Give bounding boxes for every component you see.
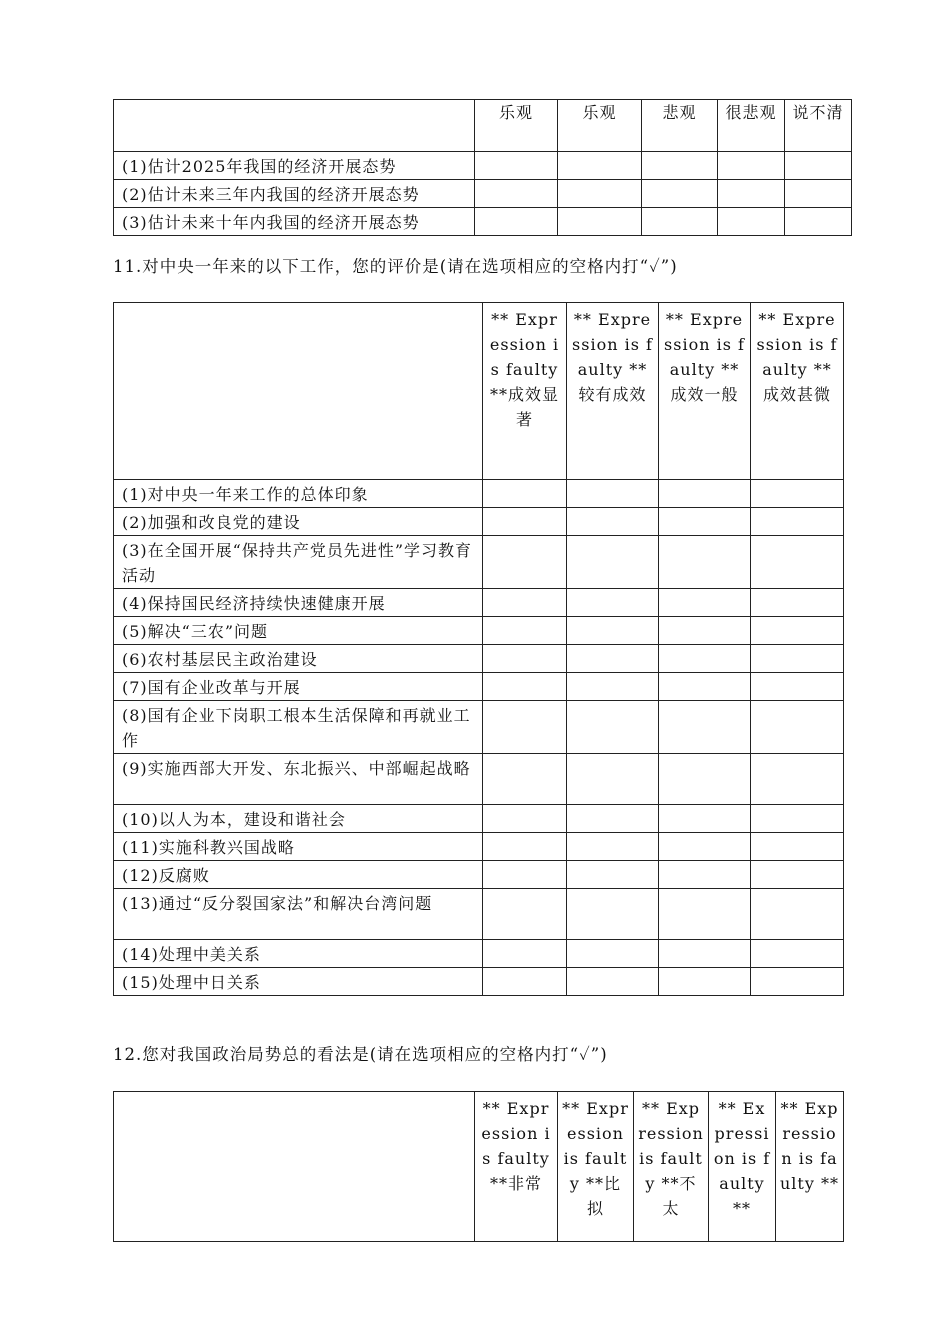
checkbox-cell[interactable] [483, 833, 567, 861]
header-cell: 悲观 [642, 100, 718, 152]
checkbox-cell[interactable] [483, 536, 567, 589]
checkbox-cell[interactable] [558, 152, 642, 180]
checkbox-cell[interactable] [558, 180, 642, 208]
checkbox-cell[interactable] [751, 480, 844, 508]
table-row [114, 208, 852, 236]
checkbox-cell[interactable] [567, 589, 659, 617]
checkbox-cell[interactable] [751, 754, 844, 805]
central-work-evaluation-table [113, 302, 844, 996]
table-row [114, 968, 844, 996]
checkbox-cell[interactable] [475, 180, 558, 208]
table-row [114, 152, 852, 180]
header-cell: 说不清 [785, 100, 852, 152]
row-label: (4)保持国民经济持续快速健康开展 [114, 589, 483, 617]
table-row [114, 536, 844, 589]
row-label: (2)加强和改良党的建设 [114, 508, 483, 536]
checkbox-cell[interactable] [659, 861, 751, 889]
checkbox-cell[interactable] [567, 754, 659, 805]
checkbox-cell[interactable] [785, 152, 852, 180]
checkbox-cell[interactable] [659, 940, 751, 968]
checkbox-cell[interactable] [751, 833, 844, 861]
checkbox-cell[interactable] [567, 480, 659, 508]
checkbox-cell[interactable] [567, 701, 659, 754]
checkbox-cell[interactable] [659, 480, 751, 508]
checkbox-cell[interactable] [659, 508, 751, 536]
checkbox-cell[interactable] [567, 508, 659, 536]
table-header-row [114, 1092, 844, 1242]
checkbox-cell[interactable] [751, 673, 844, 701]
checkbox-cell[interactable] [642, 152, 718, 180]
checkbox-cell[interactable] [751, 508, 844, 536]
checkbox-cell[interactable] [567, 673, 659, 701]
checkbox-cell[interactable] [785, 180, 852, 208]
checkbox-cell[interactable] [483, 754, 567, 805]
header-cell: ** Expression is faulty ** [709, 1092, 776, 1242]
header-cell: ** Expression is faulty **成效显著 [483, 303, 567, 480]
checkbox-cell[interactable] [567, 889, 659, 940]
checkbox-cell[interactable] [659, 833, 751, 861]
header-cell: ** Expression is faulty **成效一般 [659, 303, 751, 480]
row-label: (3)估计未来十年内我国的经济开展态势 [114, 208, 475, 236]
checkbox-cell[interactable] [567, 617, 659, 645]
row-label: (2)估计未来三年内我国的经济开展态势 [114, 180, 475, 208]
row-label: (11)实施科教兴国战略 [114, 833, 483, 861]
header-cell: ** Expression is faulty **非常 [475, 1092, 558, 1242]
checkbox-cell[interactable] [483, 589, 567, 617]
checkbox-cell[interactable] [483, 508, 567, 536]
checkbox-cell[interactable] [751, 701, 844, 754]
row-label: (14)处理中美关系 [114, 940, 483, 968]
checkbox-cell[interactable] [751, 861, 844, 889]
checkbox-cell[interactable] [659, 536, 751, 589]
table-row [114, 861, 844, 889]
checkbox-cell[interactable] [483, 673, 567, 701]
row-label: (1)估计2025年我国的经济开展态势 [114, 152, 475, 180]
table-row [114, 589, 844, 617]
header-cell: ** Expression is faulty ** [776, 1092, 844, 1242]
checkbox-cell[interactable] [751, 536, 844, 589]
row-label: (13)通过“反分裂国家法”和解决台湾问题 [114, 889, 483, 940]
checkbox-cell[interactable] [483, 940, 567, 968]
checkbox-cell[interactable] [751, 589, 844, 617]
checkbox-cell[interactable] [751, 889, 844, 940]
checkbox-cell[interactable] [659, 589, 751, 617]
checkbox-cell[interactable] [483, 701, 567, 754]
table-row [114, 701, 844, 754]
checkbox-cell[interactable] [558, 208, 642, 236]
checkbox-cell[interactable] [785, 208, 852, 236]
row-label: (10)以人为本，建设和谐社会 [114, 805, 483, 833]
checkbox-cell[interactable] [751, 645, 844, 673]
checkbox-cell[interactable] [567, 805, 659, 833]
checkbox-cell[interactable] [567, 536, 659, 589]
table-row [114, 480, 844, 508]
checkbox-cell[interactable] [659, 701, 751, 754]
table-row [114, 940, 844, 968]
row-label: (3)在全国开展“保持共产党员先进性”学习教育活动 [114, 536, 483, 589]
row-label: (5)解决“三农”问题 [114, 617, 483, 645]
checkbox-cell[interactable] [483, 645, 567, 673]
checkbox-cell[interactable] [475, 208, 558, 236]
table-row [114, 889, 844, 940]
checkbox-cell[interactable] [642, 180, 718, 208]
table-row [114, 617, 844, 645]
checkbox-cell[interactable] [659, 617, 751, 645]
checkbox-cell[interactable] [567, 861, 659, 889]
checkbox-cell[interactable] [567, 940, 659, 968]
header-cell [114, 100, 475, 152]
economic-outlook-table [113, 99, 852, 236]
checkbox-cell[interactable] [659, 968, 751, 996]
checkbox-cell[interactable] [659, 805, 751, 833]
table-row [114, 833, 844, 861]
table-row [114, 754, 844, 805]
row-label: (12)反腐败 [114, 861, 483, 889]
question-11-title: 11.对中央一年来的以下工作，您的评价是(请在选项相应的空格内打“✓”) [113, 257, 678, 276]
header-cell [114, 1092, 475, 1242]
row-label: (7)国有企业改革与开展 [114, 673, 483, 701]
checkbox-cell[interactable] [483, 889, 567, 940]
header-cell: 乐观 [475, 100, 558, 152]
table-row [114, 180, 852, 208]
header-cell [114, 303, 483, 480]
checkbox-cell[interactable] [751, 968, 844, 996]
header-cell: ** Expression is faulty **成效甚微 [751, 303, 844, 480]
table-row [114, 805, 844, 833]
table-row [114, 508, 844, 536]
header-cell: ** Expression is faulty **不太 [634, 1092, 709, 1242]
row-label: (8)国有企业下岗职工根本生活保障和再就业工作 [114, 701, 483, 754]
checkbox-cell[interactable] [659, 754, 751, 805]
row-label: (1)对中央一年来工作的总体印象 [114, 480, 483, 508]
checkbox-cell[interactable] [751, 940, 844, 968]
checkbox-cell[interactable] [751, 805, 844, 833]
checkbox-cell[interactable] [718, 208, 785, 236]
checkbox-cell[interactable] [718, 180, 785, 208]
question-12-title: 12.您对我国政治局势总的看法是(请在选项相应的空格内打“✓”) [113, 1045, 608, 1064]
table-header-row [114, 303, 844, 480]
table-row [114, 645, 844, 673]
checkbox-cell[interactable] [483, 968, 567, 996]
table-row [114, 673, 844, 701]
header-cell: 很悲观 [718, 100, 785, 152]
table-header-row [114, 100, 852, 152]
header-cell: ** Expression is faulty **比拟 [558, 1092, 634, 1242]
checkbox-cell[interactable] [483, 805, 567, 833]
checkbox-cell[interactable] [475, 152, 558, 180]
checkbox-cell[interactable] [718, 152, 785, 180]
checkbox-cell[interactable] [483, 861, 567, 889]
checkbox-cell[interactable] [567, 968, 659, 996]
checkbox-cell[interactable] [483, 480, 567, 508]
row-label: (9)实施西部大开发、东北振兴、中部崛起战略 [114, 754, 483, 805]
header-cell: 乐观 [558, 100, 642, 152]
political-situation-table [113, 1091, 844, 1242]
row-label: (15)处理中日关系 [114, 968, 483, 996]
checkbox-cell[interactable] [567, 645, 659, 673]
checkbox-cell[interactable] [642, 208, 718, 236]
header-cell: ** Expression is faulty **较有成效 [567, 303, 659, 480]
checkbox-cell[interactable] [751, 617, 844, 645]
row-label: (6)农村基层民主政治建设 [114, 645, 483, 673]
checkbox-cell[interactable] [567, 833, 659, 861]
checkbox-cell[interactable] [659, 645, 751, 673]
checkbox-cell[interactable] [659, 889, 751, 940]
checkbox-cell[interactable] [659, 673, 751, 701]
checkbox-cell[interactable] [483, 617, 567, 645]
